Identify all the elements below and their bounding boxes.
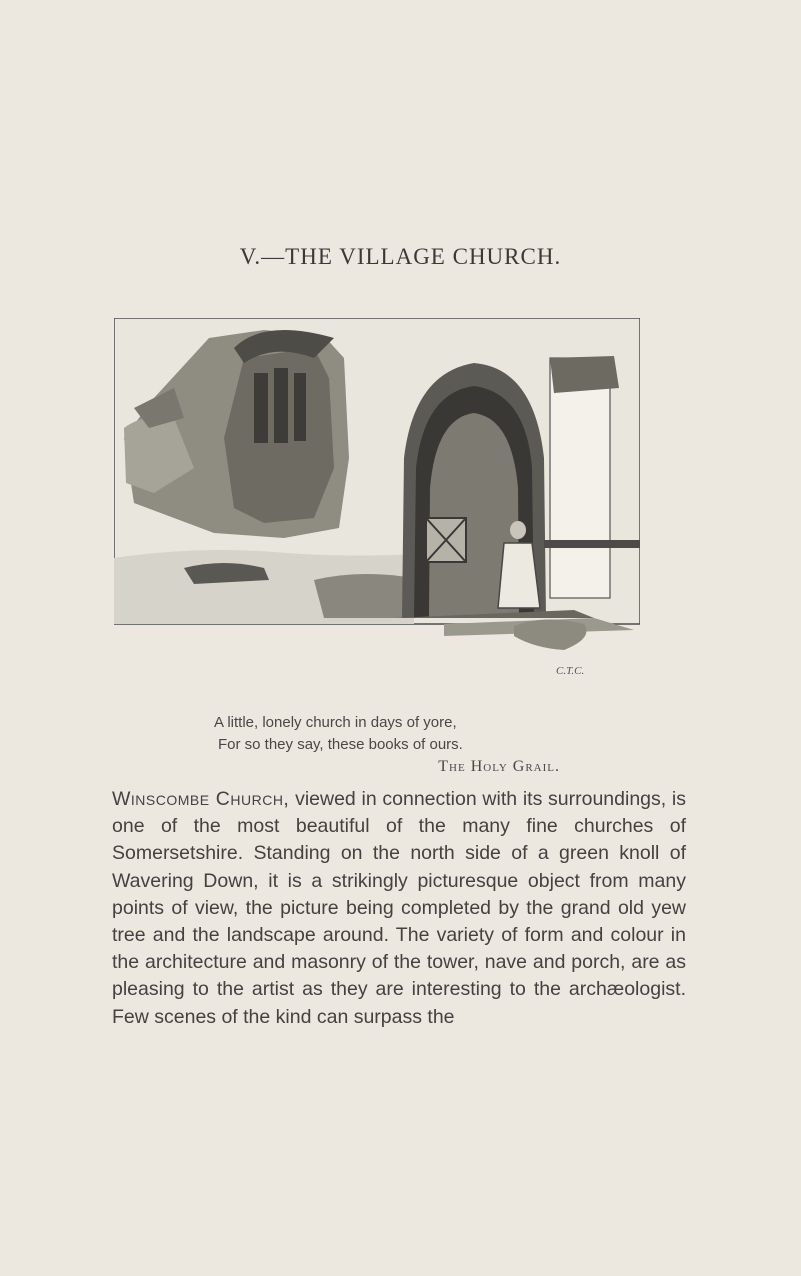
illustration-credit: C.T.C. <box>556 665 585 677</box>
epigraph-line-1: A little, lonely church in days of yore, <box>214 714 457 731</box>
church-illustration <box>114 318 640 690</box>
paragraph-text: viewed in connection with its surroundings, is one of the most beautiful of the many fine churches of Somersetshire. Standing on the north side of a green knoll of Wavering Down, it is a strikingly picturesque object from many points of view, the picture being completed by the grand old yew tree and the landscape around. The variety of form and colour in the architecture and masonry of the tower, nave and porch, are as pleasing to the artist as they are interesting to the archæologist. Few scenes of the kind can surpass the <box>112 788 686 1028</box>
body-paragraph <box>112 786 686 1031</box>
chapter-title: V.—THE VILLAGE CHURCH. <box>239 244 562 269</box>
paragraph-lead: Winscombe Church, <box>112 788 290 810</box>
church-porch-engraving <box>114 318 640 690</box>
epigraph <box>214 712 594 778</box>
epigraph-line-2: For so they say, these books of ours. <box>218 736 463 753</box>
epigraph-source: The Holy Grail. <box>438 758 560 775</box>
